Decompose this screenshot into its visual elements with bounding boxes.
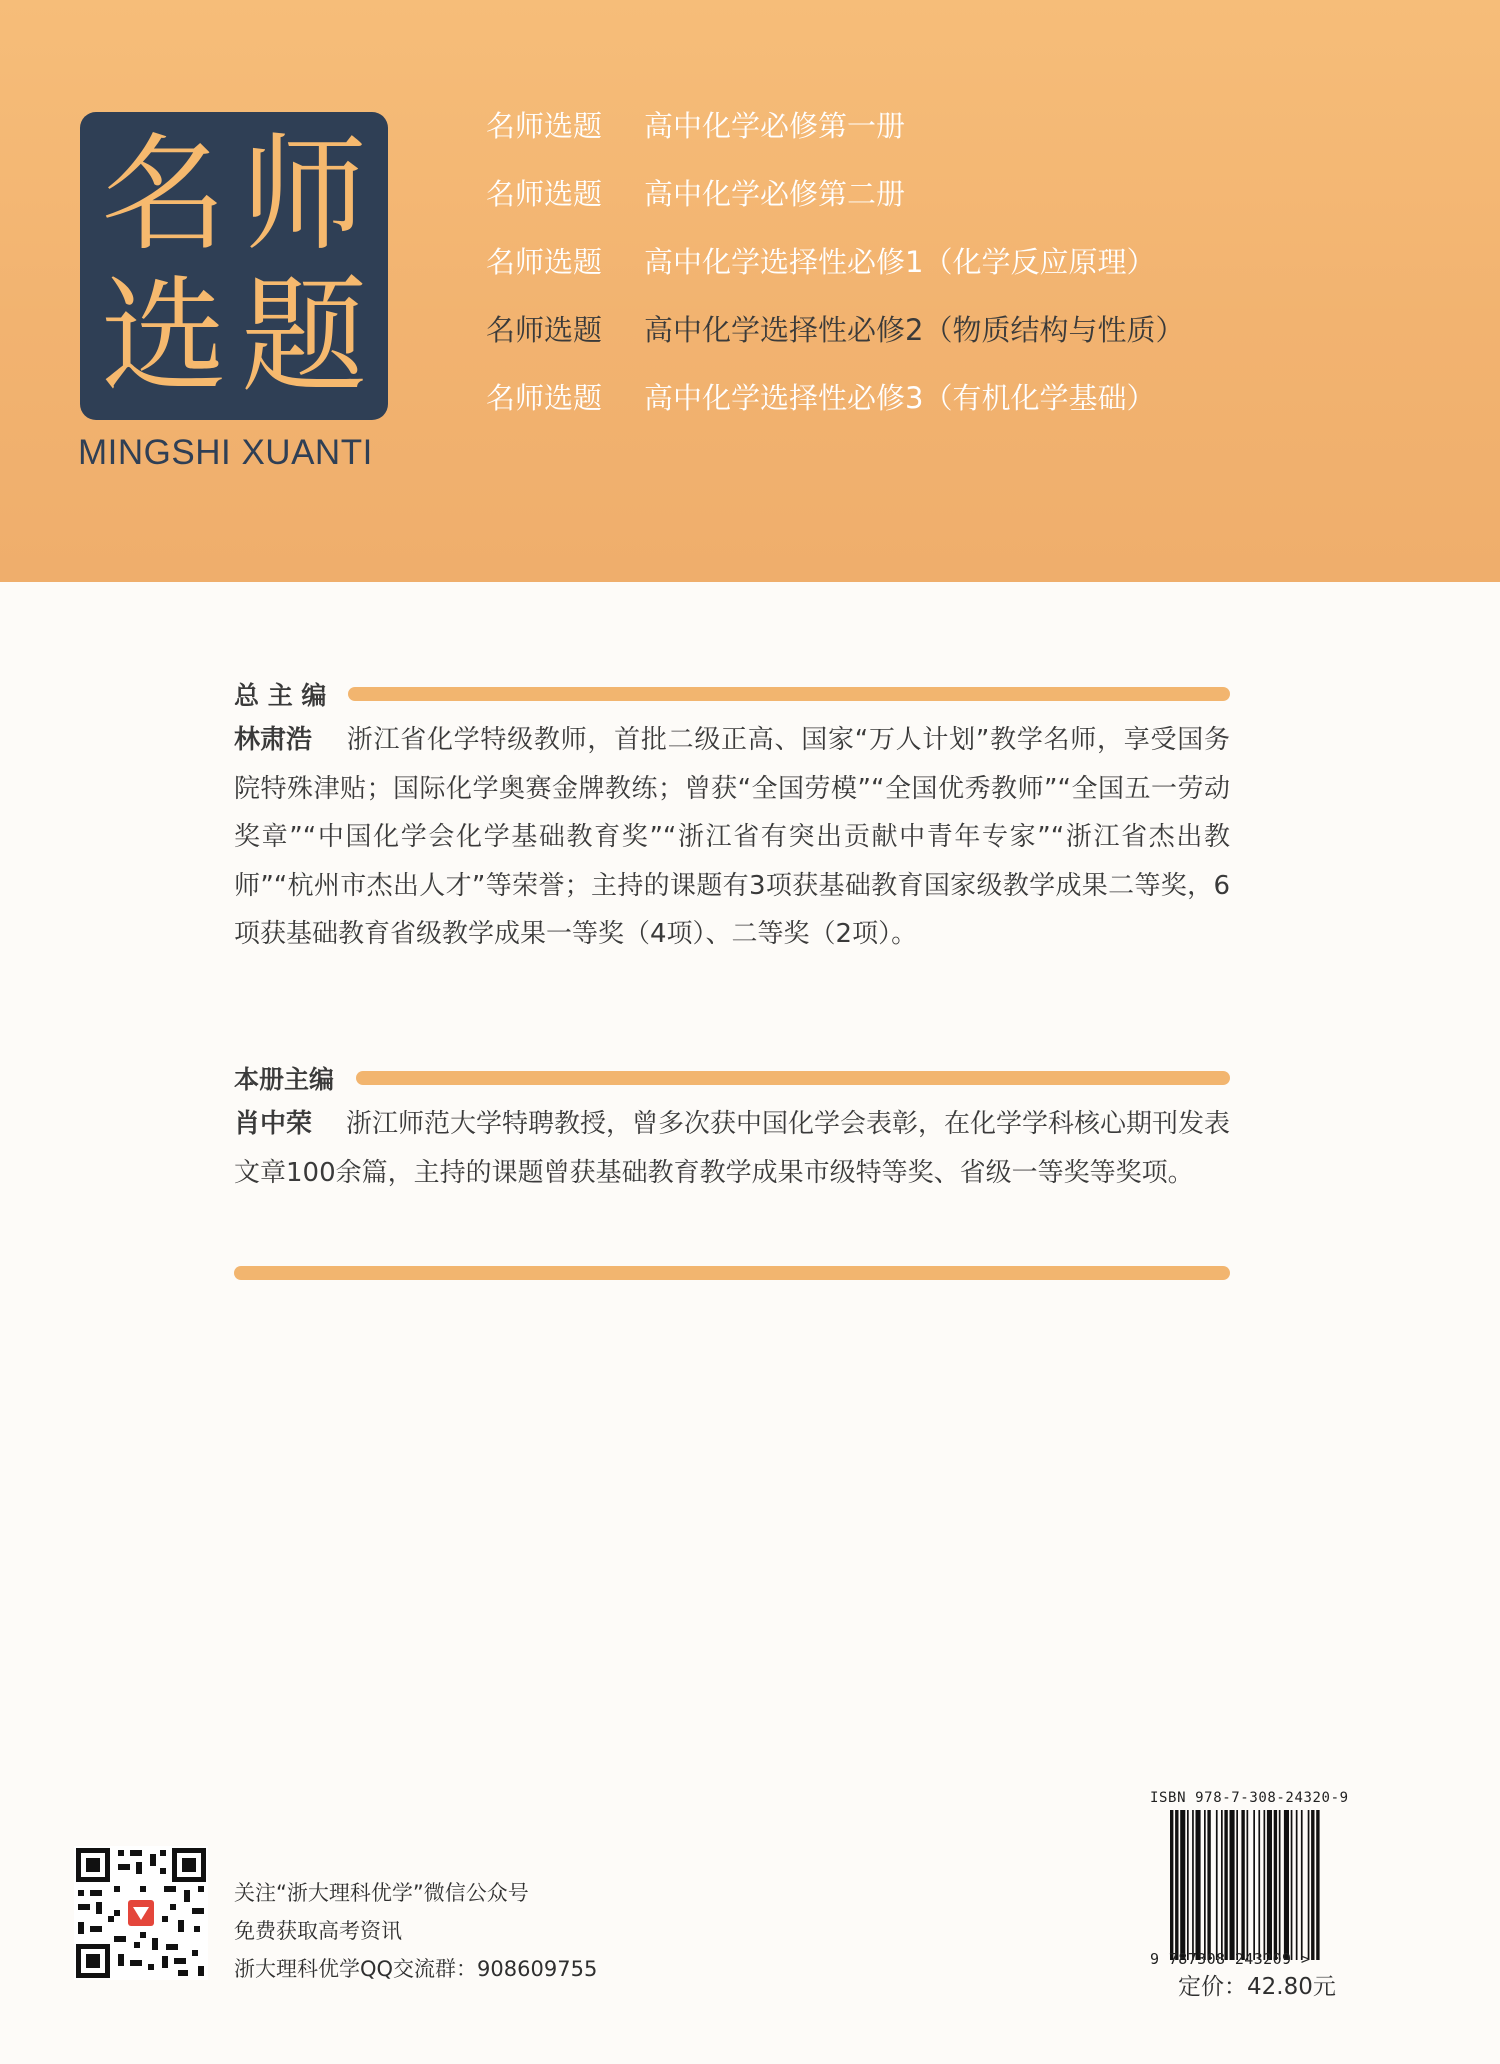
chief-editor-heading (234, 676, 1230, 712)
series-brand: 名师选题 (486, 177, 603, 211)
series-brand: 名师选题 (486, 381, 603, 415)
barcode-bar (1216, 1810, 1218, 1960)
barcode-bar (1192, 1810, 1194, 1960)
barcode-bar (1196, 1810, 1201, 1960)
series-title: 高中化学选择性必修1（化学反应原理） (644, 245, 1156, 279)
logo-char-4: 题 (241, 263, 367, 410)
barcode-bar (1247, 1810, 1249, 1960)
barcode-bar (1187, 1810, 1189, 1960)
barcode-bar (1204, 1810, 1206, 1960)
barcode-bar (1253, 1810, 1255, 1960)
series-item (486, 374, 1184, 442)
barcode (1168, 1810, 1368, 1960)
series-brand: 名师选题 (486, 313, 603, 347)
logo-char-3: 选 (101, 263, 227, 410)
logo-char-1: 名 (101, 121, 227, 268)
barcode-bar (1258, 1810, 1260, 1960)
heading-divider (348, 687, 1230, 701)
heading-divider (356, 1071, 1230, 1085)
price-label: 定价：42.80元 (1178, 1974, 1336, 2000)
barcode-bar (1236, 1810, 1238, 1960)
qr-code-graphic (74, 1846, 208, 1980)
barcode-bar (1264, 1810, 1266, 1960)
promo-line: 关注“浙大理科优学”微信公众号 (234, 1881, 529, 1905)
barcode-bar (1241, 1810, 1244, 1960)
series-title: 高中化学选择性必修2（物质结构与性质） (644, 313, 1185, 347)
barcode-bar (1224, 1810, 1227, 1960)
series-item (486, 102, 1184, 170)
volume-editor-bio-text: 浙江师范大学特聘教授，曾多次获中国化学会表彰，在化学学科核心期刊发表文章100余篇，主持的课题曾获基础教育教学成果市级特等奖、省级一等奖等奖项。 (234, 1109, 1231, 1188)
barcode-bar (1291, 1810, 1293, 1960)
barcode-bar (1221, 1810, 1223, 1960)
barcode-bar (1296, 1810, 1298, 1960)
series-item-current (486, 306, 1184, 374)
chief-editor-bio-text: 浙江省化学特级教师，首批二级正高、国家“万人计划”教学名师，享受国务院特殊津贴；国际化学奥赛金牌教练；曾获“全国劳模”“全国优秀教师”“全国五一劳动奖章”“中国化学会化学基础教育奖”“浙江省有突出贡献中青年专家”“浙江省杰出教师”“杭州市杰出人才”等荣誉；主持的课题有3项获基础教育国家级教学成果二等奖，6项获基础教育省级教学成果一等奖（4项）、二等奖（2项）。 (234, 725, 1230, 949)
barcode-bar (1316, 1810, 1319, 1960)
series-brand: 名师选题 (486, 109, 603, 143)
chief-editor-bio (234, 716, 1230, 959)
bottom-divider (234, 1266, 1230, 1280)
qr-code (74, 1846, 208, 1980)
promo-line: 免费获取高考资讯 (234, 1919, 402, 1943)
volume-editor-bio (234, 1100, 1230, 1197)
volume-editor-heading (234, 1060, 1230, 1096)
series-item (486, 238, 1184, 306)
barcode-bar (1311, 1810, 1314, 1960)
series-title: 高中化学必修第二册 (644, 177, 906, 211)
barcode-bar (1301, 1810, 1303, 1960)
chief-editor-title: 总 主 编 (234, 681, 327, 710)
series-title: 高中化学选择性必修3（有机化学基础） (644, 381, 1156, 415)
chief-editor-name: 林肃浩 (234, 725, 313, 755)
barcode-bar (1267, 1810, 1272, 1960)
promo-line: 浙大理科优学QQ交流群：908609755 (234, 1957, 598, 1981)
barcode-bar (1284, 1810, 1289, 1960)
barcode-bar (1175, 1810, 1178, 1960)
barcode-bar (1230, 1810, 1235, 1960)
logo-pinyin: MINGSHI XUANTI (78, 433, 373, 472)
logo-char-2: 师 (241, 121, 367, 268)
barcode-bar (1308, 1810, 1310, 1960)
barcode-bar (1279, 1810, 1281, 1960)
promo-lines (234, 1874, 597, 1988)
volume-editor-title: 本册主编 (234, 1065, 335, 1094)
barcode-bar (1180, 1810, 1185, 1960)
volume-editor-name: 肖中荣 (234, 1109, 313, 1139)
barcode-bar (1170, 1810, 1173, 1960)
isbn-text: ISBN 978-7-308-24320-9 (1150, 1790, 1349, 1806)
barcode-bar (1274, 1810, 1277, 1960)
series-logo (80, 112, 388, 420)
barcode-digits: 9 787308 243209 > (1150, 1950, 1311, 1968)
series-brand: 名师选题 (486, 245, 603, 279)
series-item (486, 170, 1184, 238)
series-title: 高中化学必修第一册 (644, 109, 906, 143)
barcode-bar (1207, 1810, 1210, 1960)
series-list (486, 102, 1184, 442)
